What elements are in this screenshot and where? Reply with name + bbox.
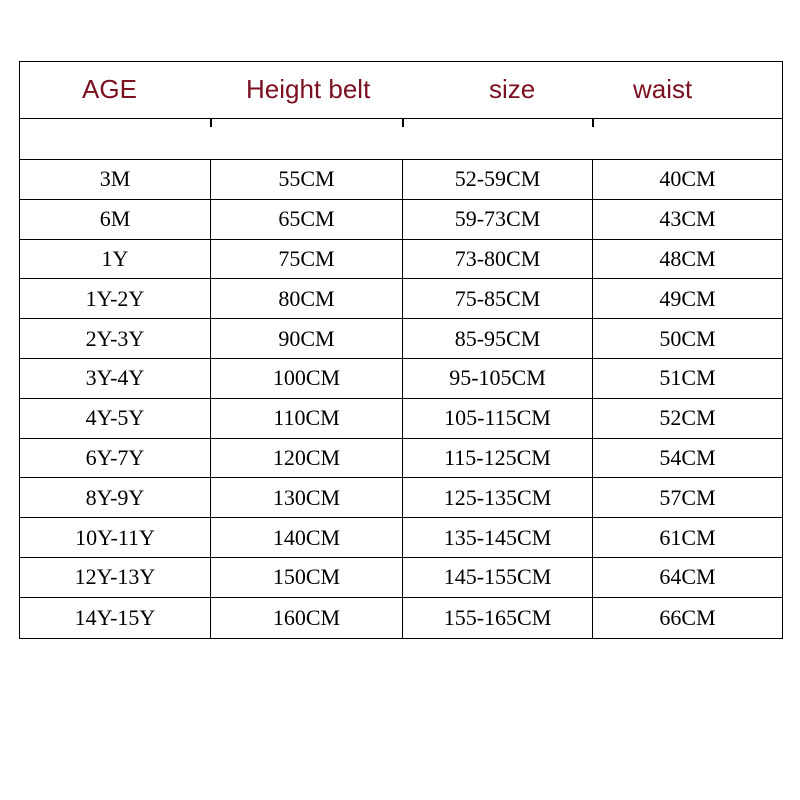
table-row	[20, 319, 782, 359]
age-cell: 3Y-4Y	[20, 359, 211, 398]
size-chart-table	[19, 61, 783, 639]
age-cell: 1Y	[20, 240, 211, 279]
height-cell: 55CM	[211, 160, 403, 199]
size-cell: 125-135CM	[403, 478, 593, 517]
height-cell: 100CM	[211, 359, 403, 398]
age-cell: 8Y-9Y	[20, 478, 211, 517]
size-cell: 155-165CM	[403, 598, 593, 638]
waist-cell: 48CM	[659, 245, 716, 271]
height-cell: 130CM	[211, 478, 403, 517]
size-cell: 105-115CM	[403, 399, 593, 438]
table-row	[20, 279, 782, 319]
size-cell: 73-80CM	[403, 240, 593, 279]
size-cell: 115-125CM	[403, 439, 593, 478]
waist-cell: 54CM	[659, 444, 716, 470]
header-height-belt: Height belt	[246, 74, 371, 104]
waist-cell: 51CM	[659, 365, 716, 391]
age-cell: 6Y-7Y	[20, 439, 211, 478]
column-tick	[402, 119, 404, 127]
size-cell: 52-59CM	[403, 160, 593, 199]
size-cell: 135-145CM	[403, 518, 593, 557]
table-row	[20, 160, 782, 200]
waist-cell: 52CM	[659, 405, 716, 431]
waist-cell: 61CM	[659, 524, 716, 550]
size-cell: 95-105CM	[403, 359, 593, 398]
size-cell: 85-95CM	[403, 319, 593, 358]
height-cell: 75CM	[211, 240, 403, 279]
header-age: AGE	[82, 74, 137, 104]
height-cell: 110CM	[211, 399, 403, 438]
height-cell: 150CM	[211, 558, 403, 597]
table-row	[20, 518, 782, 558]
age-cell: 2Y-3Y	[20, 319, 211, 358]
height-cell: 140CM	[211, 518, 403, 557]
height-cell: 160CM	[211, 598, 403, 638]
waist-cell: 40CM	[659, 166, 716, 192]
size-cell: 59-73CM	[403, 200, 593, 239]
age-cell: 10Y-11Y	[20, 518, 211, 557]
age-cell: 3M	[20, 160, 211, 199]
waist-cell: 43CM	[659, 206, 716, 232]
header-size: size	[489, 74, 536, 104]
size-cell: 145-155CM	[403, 558, 593, 597]
waist-cell: 57CM	[659, 484, 716, 510]
age-cell: 12Y-13Y	[20, 558, 211, 597]
table-spacer-row	[20, 119, 782, 160]
table-row	[20, 240, 782, 280]
column-tick	[210, 119, 212, 127]
table-header-row	[20, 62, 782, 119]
size-cell: 75-85CM	[403, 279, 593, 318]
waist-cell: 64CM	[659, 564, 716, 590]
table-row	[20, 439, 782, 479]
age-cell: 6M	[20, 200, 211, 239]
height-cell: 80CM	[211, 279, 403, 318]
table-row	[20, 399, 782, 439]
waist-cell: 49CM	[659, 285, 716, 311]
waist-cell: 50CM	[659, 325, 716, 351]
header-waist: waist	[633, 74, 693, 104]
table-row	[20, 478, 782, 518]
column-tick	[592, 119, 594, 127]
height-cell: 65CM	[211, 200, 403, 239]
height-cell: 120CM	[211, 439, 403, 478]
table-row	[20, 558, 782, 598]
waist-cell: 66CM	[659, 604, 716, 630]
table-row	[20, 200, 782, 240]
table-body	[20, 160, 782, 638]
age-cell: 14Y-15Y	[20, 598, 211, 638]
table-row	[20, 598, 782, 638]
height-cell: 90CM	[211, 319, 403, 358]
age-cell: 1Y-2Y	[20, 279, 211, 318]
table-row	[20, 359, 782, 399]
age-cell: 4Y-5Y	[20, 399, 211, 438]
